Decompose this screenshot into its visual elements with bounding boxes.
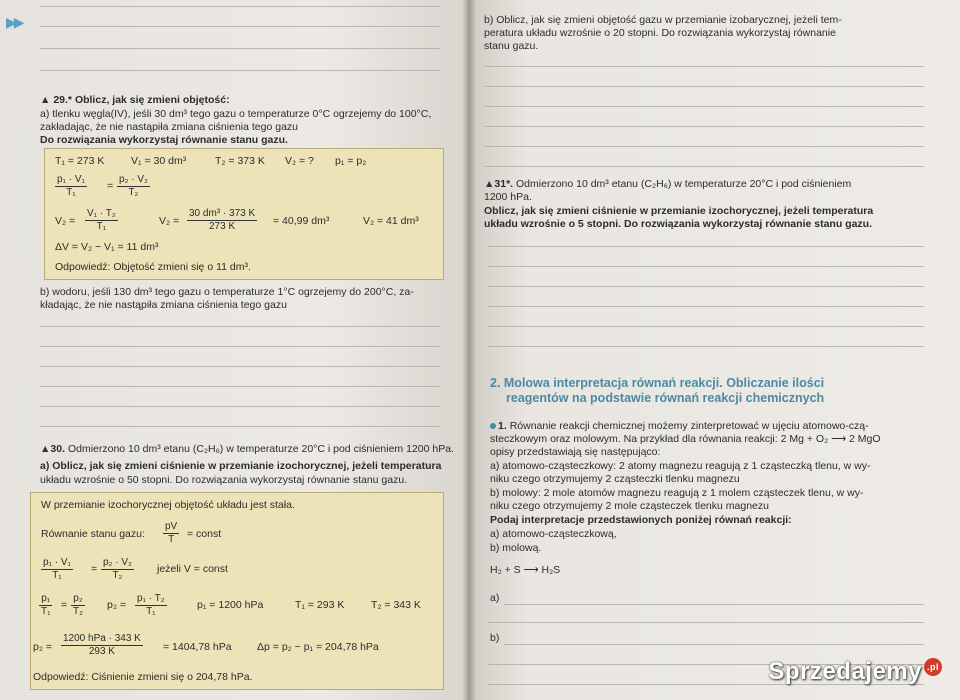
q31-number: 31*. — [494, 178, 514, 190]
q30-state-frac: $\frac{pV}{T}$ — [165, 521, 178, 545]
q31-line1 — [484, 178, 851, 191]
answer-line — [488, 246, 924, 247]
q29-a-line2: zakładając, że nie nastąpiła zmiana ciśnienia tego gazu — [40, 121, 298, 133]
q29-number: 29.* — [53, 94, 73, 106]
q29-given-2: V₁ = 30 dm³ — [131, 155, 187, 167]
section-title-line2: reagentów na podstawie równań reakcji chemicznych — [506, 391, 825, 405]
q31-text: Odmierzono 10 dm³ etanu (C₂H₆) w temperaturze 20°C i pod ciśnieniem — [516, 178, 852, 190]
q30-r3-frac1: $\frac{\text{p₁}}{\text{T₁}}$ — [41, 593, 51, 617]
triangle-icon: ▲ — [40, 94, 51, 106]
q29-given-1: T₁ = 273 K — [55, 155, 105, 167]
q29-given-4: V₂ = ? — [285, 155, 314, 167]
q30-r3-p2: p₂ = — [107, 599, 126, 611]
writing-line — [40, 26, 440, 27]
q1-line5: niku czego otrzymujemy 2 cząsteczki tlenku magnezu — [490, 473, 740, 485]
q1-line7: niku czego otrzymujemy 2 mole cząsteczek tlenku magnezu — [490, 500, 769, 512]
answer-line — [40, 386, 440, 387]
q30-r3-t2: T₂ = 343 K — [371, 599, 421, 611]
answer-line — [488, 306, 924, 307]
q1-line6: b) molowy: 2 mole atomów magnezu reagują z 1 molem cząsteczek tlenu, w wy- — [490, 487, 864, 499]
q1-number: 1. — [498, 420, 507, 432]
q29-b-line2: kładając, że nie nastąpiła zmiana ciśnienia tego gazu — [40, 299, 287, 311]
q29-a-line3: Do rozwiązania wykorzystaj równanie stanu gazu. — [40, 134, 288, 146]
q30-b-line3: stanu gazu. — [484, 40, 539, 52]
q1-line3: opisy przedstawiają się następująco: — [490, 446, 661, 458]
q30-r3-frac3: $\frac{\text{p₁ · T₂}}{\text{T₁}}$ — [137, 593, 165, 617]
q29-header — [40, 94, 230, 107]
watermark-logo — [768, 658, 942, 686]
q29-b-line1: b) wodoru, jeśli 130 dm³ tego gazu o temperaturze 1°C ogrzejemy do 200°C, za- — [40, 286, 414, 298]
q30-r4-res: = 1404,78 hPa — [163, 641, 232, 653]
q30-r3-eq: = — [61, 599, 68, 611]
q31-line2: 1200 hPa. — [484, 191, 532, 203]
q30-a-line2: układu wzrośnie o 50 stopni. Do rozwiązania wykorzystaj równanie stanu gazu. — [40, 474, 408, 486]
q1-line2: steczkowym oraz molowym. Na przykład dla równania reakcji: 2 Mg + O₂ ⟶ 2 MgO — [490, 433, 881, 445]
q1-text: Równanie reakcji chemicznej możemy zinterpretować w ujęciu atomowo-czą- — [509, 420, 869, 432]
q1-opt-b: b) molową. — [490, 542, 542, 554]
q31-line4: układu wzrośnie o 5 stopni. Do rozwiązania wykorzystaj równanie stanu gazu. — [484, 218, 872, 230]
q29-given-5: p₁ = p₂ — [335, 155, 367, 167]
answer-line — [40, 406, 440, 407]
q30-state-label: Równanie stanu gazu: — [41, 528, 145, 540]
q29-result1: = 40,99 dm³ — [273, 215, 330, 227]
q29-given-3: T₂ = 373 K — [215, 155, 265, 167]
answer-line — [40, 426, 440, 427]
q29-result2: V₂ = 41 dm³ — [363, 215, 419, 227]
q31-line3: Oblicz, jak się zmieni ciśnienie w przemianie izochorycznej, jeżeli temperatura — [484, 205, 874, 217]
answer-line — [488, 286, 924, 287]
q29-title: Oblicz, jak się zmieni objętość: — [74, 94, 230, 106]
answer-line — [488, 346, 924, 347]
watermark-text: Sprzedajemy — [768, 658, 922, 685]
left-page — [0, 0, 468, 700]
answer-line — [484, 166, 924, 167]
q30-answer: Odpowiedź: Ciśnienie zmieni się o 204,78 hPa. — [33, 671, 253, 683]
q1-line4: a) atomowo-cząsteczkowy: 2 atomy magnezu reagują z 1 cząsteczką tlenu, w wy- — [490, 460, 871, 472]
q29-answer: Odpowiedź: Objętość zmieni się o 11 dm³. — [55, 261, 251, 273]
q1-line1 — [490, 420, 869, 433]
q29-eq: = — [107, 180, 114, 192]
q30-intro: W przemianie izochorycznej objętość układu jest stała. — [41, 499, 295, 511]
q29-v2-label: V₂ = — [55, 215, 76, 227]
q30-a-line1: a) Oblicz, jak się zmieni ciśnienie w przemianie izochorycznej, jeżeli temperatura — [40, 460, 442, 472]
answer-line — [484, 86, 924, 87]
q1-task: Podaj interpretacje przedstawionych poniżej równań reakcji: — [490, 514, 792, 526]
q30-b-line2: peratura układu wzrośnie o 20 stopni. Do rozwiązania wykorzystaj równanie — [484, 27, 836, 39]
q30-solution-box — [30, 492, 444, 690]
q30-r3-t1: T₁ = 293 K — [295, 599, 345, 611]
q29-v2-label2: V₂ = — [159, 215, 180, 227]
answer-line — [488, 622, 924, 623]
triangle-icon: ▲ — [40, 443, 51, 455]
q29-delta: ΔV = V₂ − V₁ = 11 dm³ — [55, 241, 159, 253]
q1-answer-b-label: b) — [490, 632, 500, 644]
q30-line1 — [40, 443, 454, 456]
q29-solution-box — [44, 148, 444, 280]
q29-frac-3: $\frac{\text{V₁ · T₂}}{\text{T₁}}$ — [87, 208, 116, 232]
bullet-icon — [490, 423, 496, 429]
q1-opt-a: a) atomowo-cząsteczkową, — [490, 528, 617, 540]
answer-line — [504, 604, 924, 605]
q30-r2-cond: jeżeli V = const — [157, 563, 228, 575]
writing-line — [40, 48, 440, 49]
answer-line — [484, 66, 924, 67]
q29-frac-4: $\frac{\text{30 dm³ · 373 K}}{273 K}$ — [189, 208, 256, 232]
answer-line — [488, 266, 924, 267]
writing-line — [40, 70, 440, 71]
q30-r4-delta: Δp = p₂ − p₁ = 204,78 hPa — [257, 641, 379, 653]
q30-r3-frac2: $\frac{\text{p₂}}{\text{T₂}}$ — [73, 593, 83, 617]
page-arrows-icon: ▶▶ — [6, 14, 22, 30]
answer-line — [488, 326, 924, 327]
q30-b-line1: b) Oblicz, jak się zmieni objętość gazu w przemianie izobarycznej, jeżeli tem- — [484, 14, 842, 26]
q30-number: 30. — [50, 443, 66, 455]
book-spine — [462, 0, 476, 700]
answer-line — [504, 644, 924, 645]
answer-line — [484, 126, 924, 127]
q30-state-const: = const — [187, 528, 222, 540]
triangle-icon: ▲ — [484, 178, 495, 190]
answer-line — [40, 366, 440, 367]
right-page — [468, 0, 960, 700]
answer-line — [484, 146, 924, 147]
q30-r2-frac1: $\frac{\text{p₁ · V₁}}{\text{T₁}}$ — [43, 557, 71, 581]
q30-r3-p1: p₁ = 1200 hPa — [197, 599, 264, 611]
q30-r2-frac2: $\frac{\text{p₂ · V₂}}{\text{T₂}}$ — [103, 557, 132, 581]
q29-a-line1: a) tlenku węgla(IV), jeśli 30 dm³ tego gazu o temperaturze 0°C ogrzejemy do 100°C, — [40, 108, 432, 120]
answer-line — [484, 106, 924, 107]
answer-line — [40, 326, 440, 327]
q29-frac-1: $\frac{\text{p₁ · V₁}}{\text{T₁}}$ — [57, 174, 85, 198]
section-title-line1: 2. Molowa interpretacja równań reakcji. Obliczanie ilości — [490, 376, 825, 390]
q29-frac-2: $\frac{\text{p₂ · V₂}}{\text{T₂}}$ — [119, 174, 148, 198]
q30-r2-eq: = — [91, 563, 98, 575]
writing-line — [40, 6, 440, 7]
answer-line — [40, 346, 440, 347]
q30-text: Odmierzono 10 dm³ etanu (C₂H₆) w temperaturze 20°C i pod ciśnieniem 1200 hPa. — [67, 443, 454, 455]
q30-r4-frac: 1200 hPa · 343 K 293 K — [63, 633, 141, 657]
q30-r4-p2: p₂ = — [33, 641, 52, 653]
watermark-badge: .pl — [924, 658, 942, 676]
q1-equation: H₂ + S ⟶ H₂S — [490, 564, 561, 576]
q1-answer-a-label: a) — [490, 592, 500, 604]
